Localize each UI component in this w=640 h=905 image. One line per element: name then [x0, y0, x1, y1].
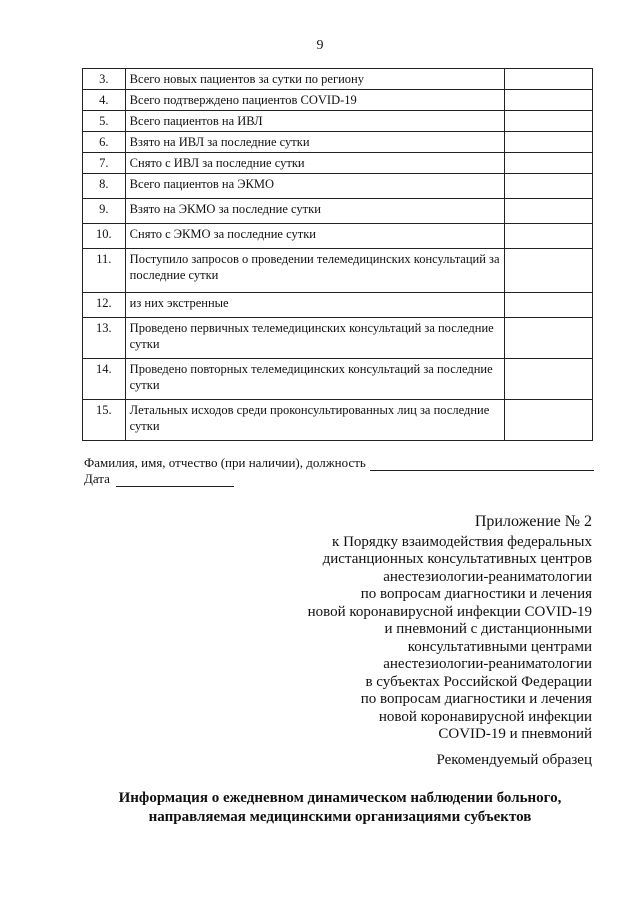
row-number: 5. — [83, 111, 126, 132]
table-row — [83, 111, 593, 132]
name-position-line — [84, 455, 594, 471]
appendix-line: в субъектах Российской Федерации — [365, 673, 592, 690]
row-number: 3. — [83, 69, 126, 90]
row-value-cell[interactable] — [505, 111, 593, 132]
row-number: 7. — [83, 153, 126, 174]
table-row — [83, 400, 593, 441]
table-row — [83, 199, 593, 224]
appendix-line: и пневмоний с дистанционными — [384, 621, 592, 637]
row-number: 6. — [83, 132, 126, 153]
table-row — [83, 249, 593, 293]
row-label: Поступило запросов о проведении телемедицинских консультаций за последние сутки — [125, 249, 505, 293]
appendix-line: новой коронавирусной инфекции COVID-19 — [307, 603, 592, 620]
row-number: 4. — [83, 90, 126, 111]
table-row — [83, 90, 593, 111]
name-position-label: Фамилия, имя, отчество (при наличии), должность — [84, 455, 366, 470]
date-line — [84, 471, 594, 487]
table-row — [83, 224, 593, 249]
table-row — [83, 174, 593, 199]
date-field[interactable] — [116, 474, 234, 487]
row-value-cell[interactable] — [505, 359, 593, 400]
row-number: 11. — [83, 249, 126, 293]
row-label: Взято на ИВЛ за последние сутки — [125, 132, 505, 153]
row-label: из них экстренные — [125, 293, 505, 318]
row-value-cell[interactable] — [505, 318, 593, 359]
row-value-cell[interactable] — [505, 400, 593, 441]
row-number: 13. — [83, 318, 126, 359]
table-row — [83, 153, 593, 174]
sample-label: Рекомендуемый образец — [436, 752, 592, 768]
heading-line: Информация о ежедневном динамическом наблюдении больного, — [118, 790, 562, 806]
row-value-cell[interactable] — [505, 153, 593, 174]
row-label: Всего новых пациентов за сутки по региону — [125, 69, 505, 90]
row-number: 15. — [83, 400, 126, 441]
row-value-cell[interactable] — [505, 90, 593, 111]
row-value-cell[interactable] — [505, 293, 593, 318]
table-row — [83, 132, 593, 153]
appendix-line: к Порядку взаимодействия федеральных — [332, 533, 592, 550]
page-number: 9 — [316, 38, 324, 53]
appendix-line: новой коронавирусной инфекции — [378, 708, 592, 725]
name-position-field[interactable] — [370, 458, 594, 471]
table-row — [83, 359, 593, 400]
appendix-line: консультативными центрами — [407, 638, 592, 655]
row-label: Взято на ЭКМО за последние сутки — [125, 199, 505, 224]
row-label: Всего подтверждено пациентов COVID-19 — [125, 90, 505, 111]
row-number: 12. — [83, 293, 126, 318]
row-number: 9. — [83, 199, 126, 224]
date-label: Дата — [84, 471, 110, 486]
table-row — [83, 69, 593, 90]
row-label: Проведено повторных телемедицинских консультаций за последние сутки — [125, 359, 505, 400]
row-label: Летальных исходов среди проконсультированных лиц за последние сутки — [125, 400, 505, 441]
appendix-block — [262, 513, 592, 744]
appendix-line: по вопросам диагностики и лечения — [360, 586, 592, 602]
row-number: 14. — [83, 359, 126, 400]
row-value-cell[interactable] — [505, 174, 593, 199]
appendix-line: COVID-19 и пневмоний — [438, 726, 592, 742]
row-value-cell[interactable] — [505, 132, 593, 153]
row-label: Проведено первичных телемедицинских консультаций за последние сутки — [125, 318, 505, 359]
row-label: Снято с ЭКМО за последние сутки — [125, 224, 505, 249]
document-heading — [0, 789, 640, 827]
row-value-cell[interactable] — [505, 69, 593, 90]
row-value-cell[interactable] — [505, 224, 593, 249]
row-label: Всего пациентов на ИВЛ — [125, 111, 505, 132]
table-row — [83, 293, 593, 318]
row-number: 8. — [83, 174, 126, 199]
row-value-cell[interactable] — [505, 249, 593, 293]
appendix-line: дистанционных консультативных центров — [322, 551, 592, 567]
appendix-line: анестезиологии-реаниматологии — [383, 568, 592, 585]
appendix-line: анестезиологии-реаниматологии — [383, 656, 592, 672]
row-label: Снято с ИВЛ за последние сутки — [125, 153, 505, 174]
table-row — [83, 318, 593, 359]
appendix-line: по вопросам диагностики и лечения — [360, 691, 592, 707]
row-label: Всего пациентов на ЭКМО — [125, 174, 505, 199]
row-value-cell[interactable] — [505, 199, 593, 224]
appendix-title: Приложение № 2 — [474, 513, 592, 530]
row-number: 10. — [83, 224, 126, 249]
report-table — [82, 68, 593, 441]
signature-block — [84, 455, 594, 487]
heading-line: направляемая медицинскими организациями субъектов — [148, 809, 532, 825]
